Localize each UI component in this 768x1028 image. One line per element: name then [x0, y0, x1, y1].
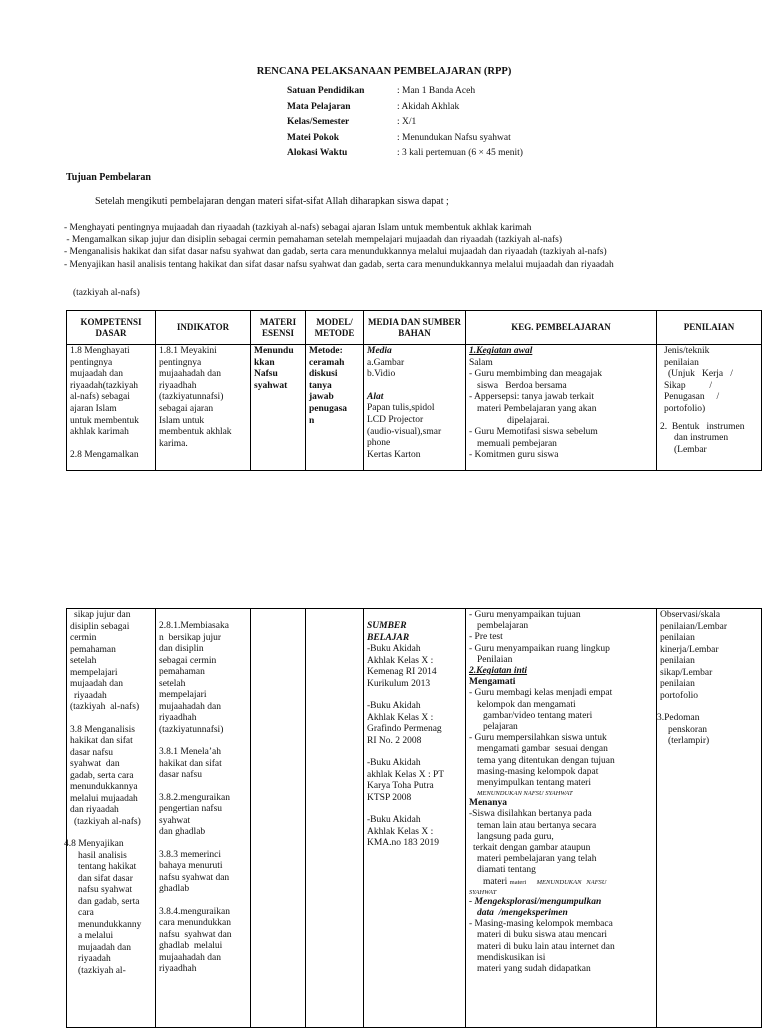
tujuan-list — [64, 222, 614, 271]
text-line: hakikat dan sifat — [70, 736, 133, 746]
text-line: karima. — [159, 438, 188, 449]
text-line: Akhlak Kelas X : — [367, 712, 434, 723]
text-line: penilaian — [664, 357, 699, 368]
header-materi-esensi: MATERI ESENSI — [251, 311, 306, 345]
text-line: Metode: — [309, 346, 343, 356]
text-line: hasil analisis — [78, 850, 127, 861]
tujuan-item: - Mengamalkan sikap jujur dan disiplin sebagai cermin pemahaman setelah mempelajari mujaadah dan riyaadah (tazkiyah al-nafs) — [64, 235, 563, 246]
text-line: penilaian/Lembar — [660, 621, 727, 632]
text-line: terkait dengan gambar ataupun — [473, 843, 591, 854]
eksplorasi-heading: - Mengeksplorasi/mengumpulkan — [469, 896, 602, 907]
text-line: materi Pembelajaran yang akan — [477, 403, 597, 414]
info-label: Mata Pelajaran — [287, 101, 351, 112]
text-line: pemahaman — [70, 644, 116, 655]
text-line: melalui mujaadah — [70, 793, 138, 804]
text-line: Observasi/skala — [660, 610, 721, 620]
text-line: -Buku Akidah — [367, 701, 421, 711]
text-line: mempelajari — [70, 667, 118, 678]
text-line: masing-masing kelompok dapat — [477, 766, 599, 777]
kegiatan-inti-heading: 2.Kegiatan inti — [469, 666, 528, 677]
text-line: kelompok dan mengamati — [477, 699, 576, 710]
info-value: : Man 1 Banda Aceh — [397, 86, 476, 96]
text-line: mujaahadah dan — [159, 952, 221, 963]
text-line: materi yang sudah didapatkan — [477, 964, 591, 975]
text-line: Sikap / — [664, 380, 713, 391]
text-line: mujaahadah dan — [159, 701, 221, 712]
cell-model-metode — [306, 345, 364, 471]
info-value: : X/1 — [397, 117, 417, 128]
info-label: Satuan Pendidikan — [287, 86, 365, 96]
text-line: penugasa — [309, 403, 348, 414]
text-line — [469, 877, 653, 888]
text-line: tema yang ditentukan dengan tujuan — [477, 755, 615, 766]
text-line: (Lembar — [674, 444, 707, 455]
text-line: penilaian — [660, 656, 695, 666]
text-line: 2.8.1.Membiasaka — [159, 621, 229, 631]
text-line: mendiskusikan isi — [477, 952, 546, 963]
info-row — [287, 84, 523, 100]
materi-name-small: MENUNDUKAN NAFSU — [536, 878, 607, 886]
text-line: mengamati gambar sesuai dengan — [477, 744, 608, 755]
text-line: n — [309, 415, 315, 426]
text-line: 2. Bentuk instrumen — [660, 421, 745, 432]
text-line: Jenis/teknik — [664, 346, 710, 356]
text-line: mempelajari — [159, 690, 207, 700]
text-line: ceramah — [309, 357, 345, 368]
section-heading-tujuan: Tujuan Pembelaran — [66, 172, 151, 183]
text-line: 3.8.1 Menela’ah — [159, 747, 221, 757]
text-line: KTSP 2008 — [367, 792, 412, 803]
text-line: - Guru Memotifasi siswa sebelum — [469, 427, 598, 438]
info-value: : 3 kali pertemuan (6 × 45 menit) — [397, 148, 523, 159]
text-line: riyaadhah — [159, 964, 197, 974]
tujuan-intro: Setelah mengikuti pembelajaran dengan materi sifat-sifat Allah diharapkan siswa dapat ; — [95, 196, 449, 207]
text-line: materi di buku lain atau internet dan — [477, 941, 615, 952]
text-line: memuali pembejaran — [477, 438, 557, 449]
text-line: n bersikap jujur — [159, 632, 222, 643]
text-line: pelajaran — [483, 722, 518, 733]
text-line: -Buku Akidah — [367, 644, 421, 654]
text-line: gadab, serta cara — [70, 770, 134, 781]
text-line: Papan tulis,spidol — [367, 403, 435, 414]
text-line: LCD Projector — [367, 414, 424, 425]
text-line: akhlak Kelas X : PT — [367, 769, 445, 780]
info-value: : Akidah Akhlak — [397, 101, 460, 112]
text-line: al-nafs) sebagai — [70, 392, 130, 403]
text-line: a melalui — [78, 931, 114, 941]
text-line: disiplin sebagai — [70, 621, 130, 632]
text-line: -Siswa disilahkan bertanya pada — [469, 809, 592, 820]
tujuan-item: - Menyajikan hasil analisis tentang hakikat dan sifat dasar nafsu syahwat dan gadab, serta cara menundukkannya melalui mujaadah dan riyaadah — [64, 259, 614, 270]
text-line: syahwat dan — [70, 759, 120, 769]
cell-indikator — [156, 609, 251, 1028]
text-line: -Buku Akidah — [367, 758, 421, 768]
text-line: (tazkiyatunnafsi) — [159, 724, 224, 735]
text-line: ghadlab — [159, 884, 190, 894]
text-line: dan instrumen — [674, 433, 729, 444]
text-line: dan ghadlab — [159, 827, 206, 837]
text-line: - Guru menyampaikan ruang lingkup — [469, 643, 610, 654]
text-line: akhlak karimah — [70, 427, 129, 438]
text-line: riyaadah(tazkiyah — [70, 380, 139, 391]
text-line: cara — [78, 908, 94, 918]
alat-label: Alat — [367, 391, 384, 402]
text-line: (tazkiyah al- — [78, 965, 126, 976]
text-line: (tazkiyah al-nafs) — [70, 702, 140, 712]
text-line: hakikat dan sifat — [159, 758, 222, 769]
text-line: - Guru menyampaikan tujuan — [469, 610, 581, 620]
cell-indikator — [156, 345, 251, 471]
text-line: penilaian — [660, 679, 695, 689]
text-line: dasar nafsu — [70, 747, 113, 758]
text-line: (audio-visual),smar — [367, 426, 442, 437]
text-line: cara menundukkan — [159, 918, 232, 928]
cell-penilaian — [657, 345, 762, 471]
text-line: portofolio — [660, 690, 698, 701]
text-line: untuk membentuk — [70, 415, 139, 426]
mengamati-heading: Mengamati — [469, 677, 516, 688]
text-line: dasar nafsu — [159, 770, 202, 780]
text-line: riyaadhah — [159, 713, 197, 723]
info-row — [287, 115, 523, 131]
text-line: teman lain atau bertanya secara — [477, 820, 597, 831]
text-line: dan disiplin — [159, 644, 204, 654]
text-line: pentingnya — [159, 357, 202, 368]
text-line: pemahaman — [159, 667, 205, 677]
text-line: Akhlak Kelas X : — [367, 826, 434, 837]
text-line: Penugasan / — [664, 392, 720, 403]
text-line: RI No. 2 2008 — [367, 735, 422, 746]
text-line: materi di buku siswa atau mencari — [477, 930, 608, 941]
text-line: penskoran — [668, 724, 708, 735]
text-line: Salam — [469, 357, 493, 368]
text-line: -Buku Akidah — [367, 815, 421, 825]
text-line: Penilaian — [477, 654, 513, 665]
info-label: Alokasi Waktu — [287, 148, 348, 159]
text-line: Menundu — [254, 346, 294, 356]
info-value: : Menundukan Nafsu syahwat — [397, 132, 511, 143]
text-line: riyaadah — [78, 954, 111, 964]
text-line: riyaadah — [74, 690, 107, 701]
text-line: nafsu syahwat dan — [159, 872, 230, 883]
kegiatan-awal-heading: 1.Kegiatan awal — [469, 346, 533, 356]
text-line: - Komitmen guru siswa — [469, 450, 559, 461]
text-line: SYAHWAT — [469, 888, 497, 896]
text-line: membentuk akhlak — [159, 427, 232, 438]
text-line: 3.8.2.menguraikan — [159, 792, 230, 803]
text-line: (tazkiyah al-nafs) — [74, 816, 141, 827]
text-line: (tazkiyatunnafsi) — [159, 392, 224, 403]
text-line: KMA.no 183 2019 — [367, 838, 440, 848]
text-line: 1.8.1 Meyakini — [159, 346, 217, 356]
text-line: Kemenag RI 2014 — [367, 667, 437, 677]
text-line: nafsu syahwat dan — [159, 929, 232, 940]
text-line: - Appersepsi: tanya jawab terkait — [469, 392, 595, 403]
header-media-sumber: MEDIA DAN SUMBER BAHAN — [364, 311, 466, 345]
cell-penilaian — [657, 609, 762, 1028]
document-title: RENCANA PELAKSANAAN PEMBELAJARAN (RPP) — [256, 66, 512, 77]
cell-materi-esensi — [251, 345, 306, 471]
menanya-heading: Menanya — [469, 798, 507, 809]
header-keg-pembelajaran: KEG. PEMBELAJARAN — [466, 311, 657, 345]
tujuan-item: - Menghayati pentingnya mujaadah dan riyaadah (tazkiyah al-nafs) sebagai ajaran Islam untuk membentuk akhlak karimah — [64, 223, 532, 233]
text-line: Grafindo Permenag — [367, 724, 442, 734]
text-line: pengertian nafsu — [159, 804, 223, 814]
text-line: pentingnya — [70, 357, 113, 368]
text-line: - Guru membagi kelas menjadi empat — [469, 688, 613, 699]
text-line: menyimpulkan tentang materi — [477, 778, 591, 789]
info-row — [287, 131, 523, 147]
text-line: Nafsu — [254, 369, 278, 380]
text-line: syahwat — [159, 815, 191, 826]
text-line: dan gadab, serta — [78, 896, 140, 907]
text-line: setelah — [70, 656, 97, 666]
text-line: riyaadhah — [159, 380, 197, 391]
text-line: diamati tentang — [477, 865, 536, 876]
text-line: Kurikulum 2013 — [367, 678, 431, 689]
text-line: sebagai cermin — [159, 655, 217, 666]
sumber-label: SUMBER — [367, 621, 407, 631]
text-line: syahwat — [254, 380, 288, 391]
header-indikator: INDIKATOR — [156, 311, 251, 345]
cell-materi-esensi — [251, 609, 306, 1028]
cell-kompetensi-dasar — [64, 609, 156, 1028]
text-line: - Masing-masing kelompok membaca — [469, 919, 613, 930]
text-line: kkan — [254, 357, 275, 368]
header-penilaian: PENILAIAN — [657, 311, 762, 345]
info-label: Matei Pokok — [287, 132, 339, 143]
info-row — [287, 100, 523, 116]
text-line: (Unjuk Kerja / — [668, 369, 733, 380]
text-line: - Guru mempersilahkan siswa untuk — [469, 733, 607, 744]
text-line: Kertas Karton — [367, 449, 421, 460]
info-label: Kelas/Semester — [287, 117, 350, 128]
text-line: mujaahadah dan — [159, 369, 221, 380]
text-line: ghadlab melalui — [159, 941, 223, 951]
text-line: 1.8 Menghayati — [70, 346, 130, 356]
cell-model-metode — [306, 609, 364, 1028]
cell-keg-pembelajaran — [466, 609, 657, 1028]
text-line: sikap/Lembar — [660, 667, 713, 678]
media-label: Media — [367, 346, 392, 356]
eksplorasi-heading: data /mengeksperimen — [477, 908, 568, 919]
text-line: Islam untuk — [159, 415, 205, 426]
rpp-table-part-2 — [66, 608, 762, 1028]
text-line: pembelajaran — [477, 621, 529, 632]
text-line: bahaya menuruti — [159, 861, 223, 871]
tujuan-item: - Menganalisis hakikat dan sifat dasar nafsu syahwat dan gadab, serta cara menundukkannya melalui mujaadah dan riyaadah (tazkiyah al-nafs) — [64, 247, 607, 258]
rpp-table-part-1 — [66, 310, 762, 471]
text-line: 3.8 Menganalisis — [70, 724, 135, 735]
text-line: cermin — [70, 633, 97, 643]
text-line: siswa Berdoa bersama — [477, 380, 567, 391]
text-line: tentang hakikat — [78, 862, 137, 872]
text-line: 3.8.4.menguraikan — [159, 906, 230, 917]
text-line: 2.8 Mengamalkan — [70, 449, 139, 460]
text-line: 4.8 Menyajikan — [64, 839, 124, 849]
cell-media-sumber — [364, 609, 466, 1028]
text-line: jawab — [309, 392, 334, 403]
text-line: sebagai ajaran — [159, 403, 214, 414]
text-line: gambar/video tentang materi — [483, 710, 593, 721]
info-block — [287, 84, 523, 162]
cell-keg-pembelajaran — [466, 345, 657, 471]
text-line: dan riyaadah — [70, 805, 119, 815]
text-line: tanya — [309, 380, 332, 391]
text-line: 3.Pedoman — [657, 713, 700, 723]
text-line: sikap jujur dan — [74, 610, 131, 620]
text-line: langsung pada guru, — [477, 831, 554, 842]
materi-word-small: materi — [509, 878, 527, 886]
text-line: 3.8.3 memerinci — [159, 849, 221, 860]
header-kompetensi-dasar: KOMPETENSI DASAR — [67, 311, 156, 345]
text-line: menundukkannya — [70, 782, 138, 792]
text-line: mujaadah dan — [70, 369, 124, 380]
text-line: - Pre test — [469, 632, 503, 643]
text-line: diskusi — [309, 369, 338, 380]
text-line: b.Vidio — [367, 369, 396, 380]
text-line: phone — [367, 438, 391, 449]
text-line: MENUNDUKAN NAFSU SYAHWAT — [477, 790, 573, 798]
text-line: materi pembelajaran yang telah — [477, 854, 597, 865]
text-line: mujaadah dan — [78, 942, 132, 953]
header-model-metode: MODEL/ METODE — [306, 311, 364, 345]
cell-media-sumber — [364, 345, 466, 471]
text-line: portofolio) — [664, 403, 706, 414]
tujuan-continuation: (tazkiyah al-nafs) — [73, 288, 140, 298]
text-line: - Guru membimbing dan meagajak — [469, 369, 602, 380]
text-line: Akhlak Kelas X : — [367, 655, 434, 666]
text-line: a.Gambar — [367, 357, 405, 368]
text-line: menundukkanny — [78, 919, 142, 930]
text-line: nafsu syahwat — [78, 885, 133, 895]
info-row — [287, 146, 523, 162]
text-line: setelah — [159, 678, 186, 689]
cell-kompetensi-dasar — [67, 345, 156, 471]
text-line: dipelajarai. — [507, 415, 550, 426]
text-line: dan sifat dasar — [78, 873, 133, 884]
sumber-label: BELAJAR — [367, 632, 410, 643]
text-line: ajaran Islam — [70, 403, 117, 414]
materi-word: materi — [483, 876, 508, 887]
text-line: kinerja/Lembar — [660, 644, 719, 655]
text-line: mujaadah dan — [70, 679, 124, 689]
text-line: penilaian — [660, 633, 695, 643]
text-line: Karya Toha Putra — [367, 781, 434, 791]
text-line: (terlampir) — [668, 736, 710, 746]
